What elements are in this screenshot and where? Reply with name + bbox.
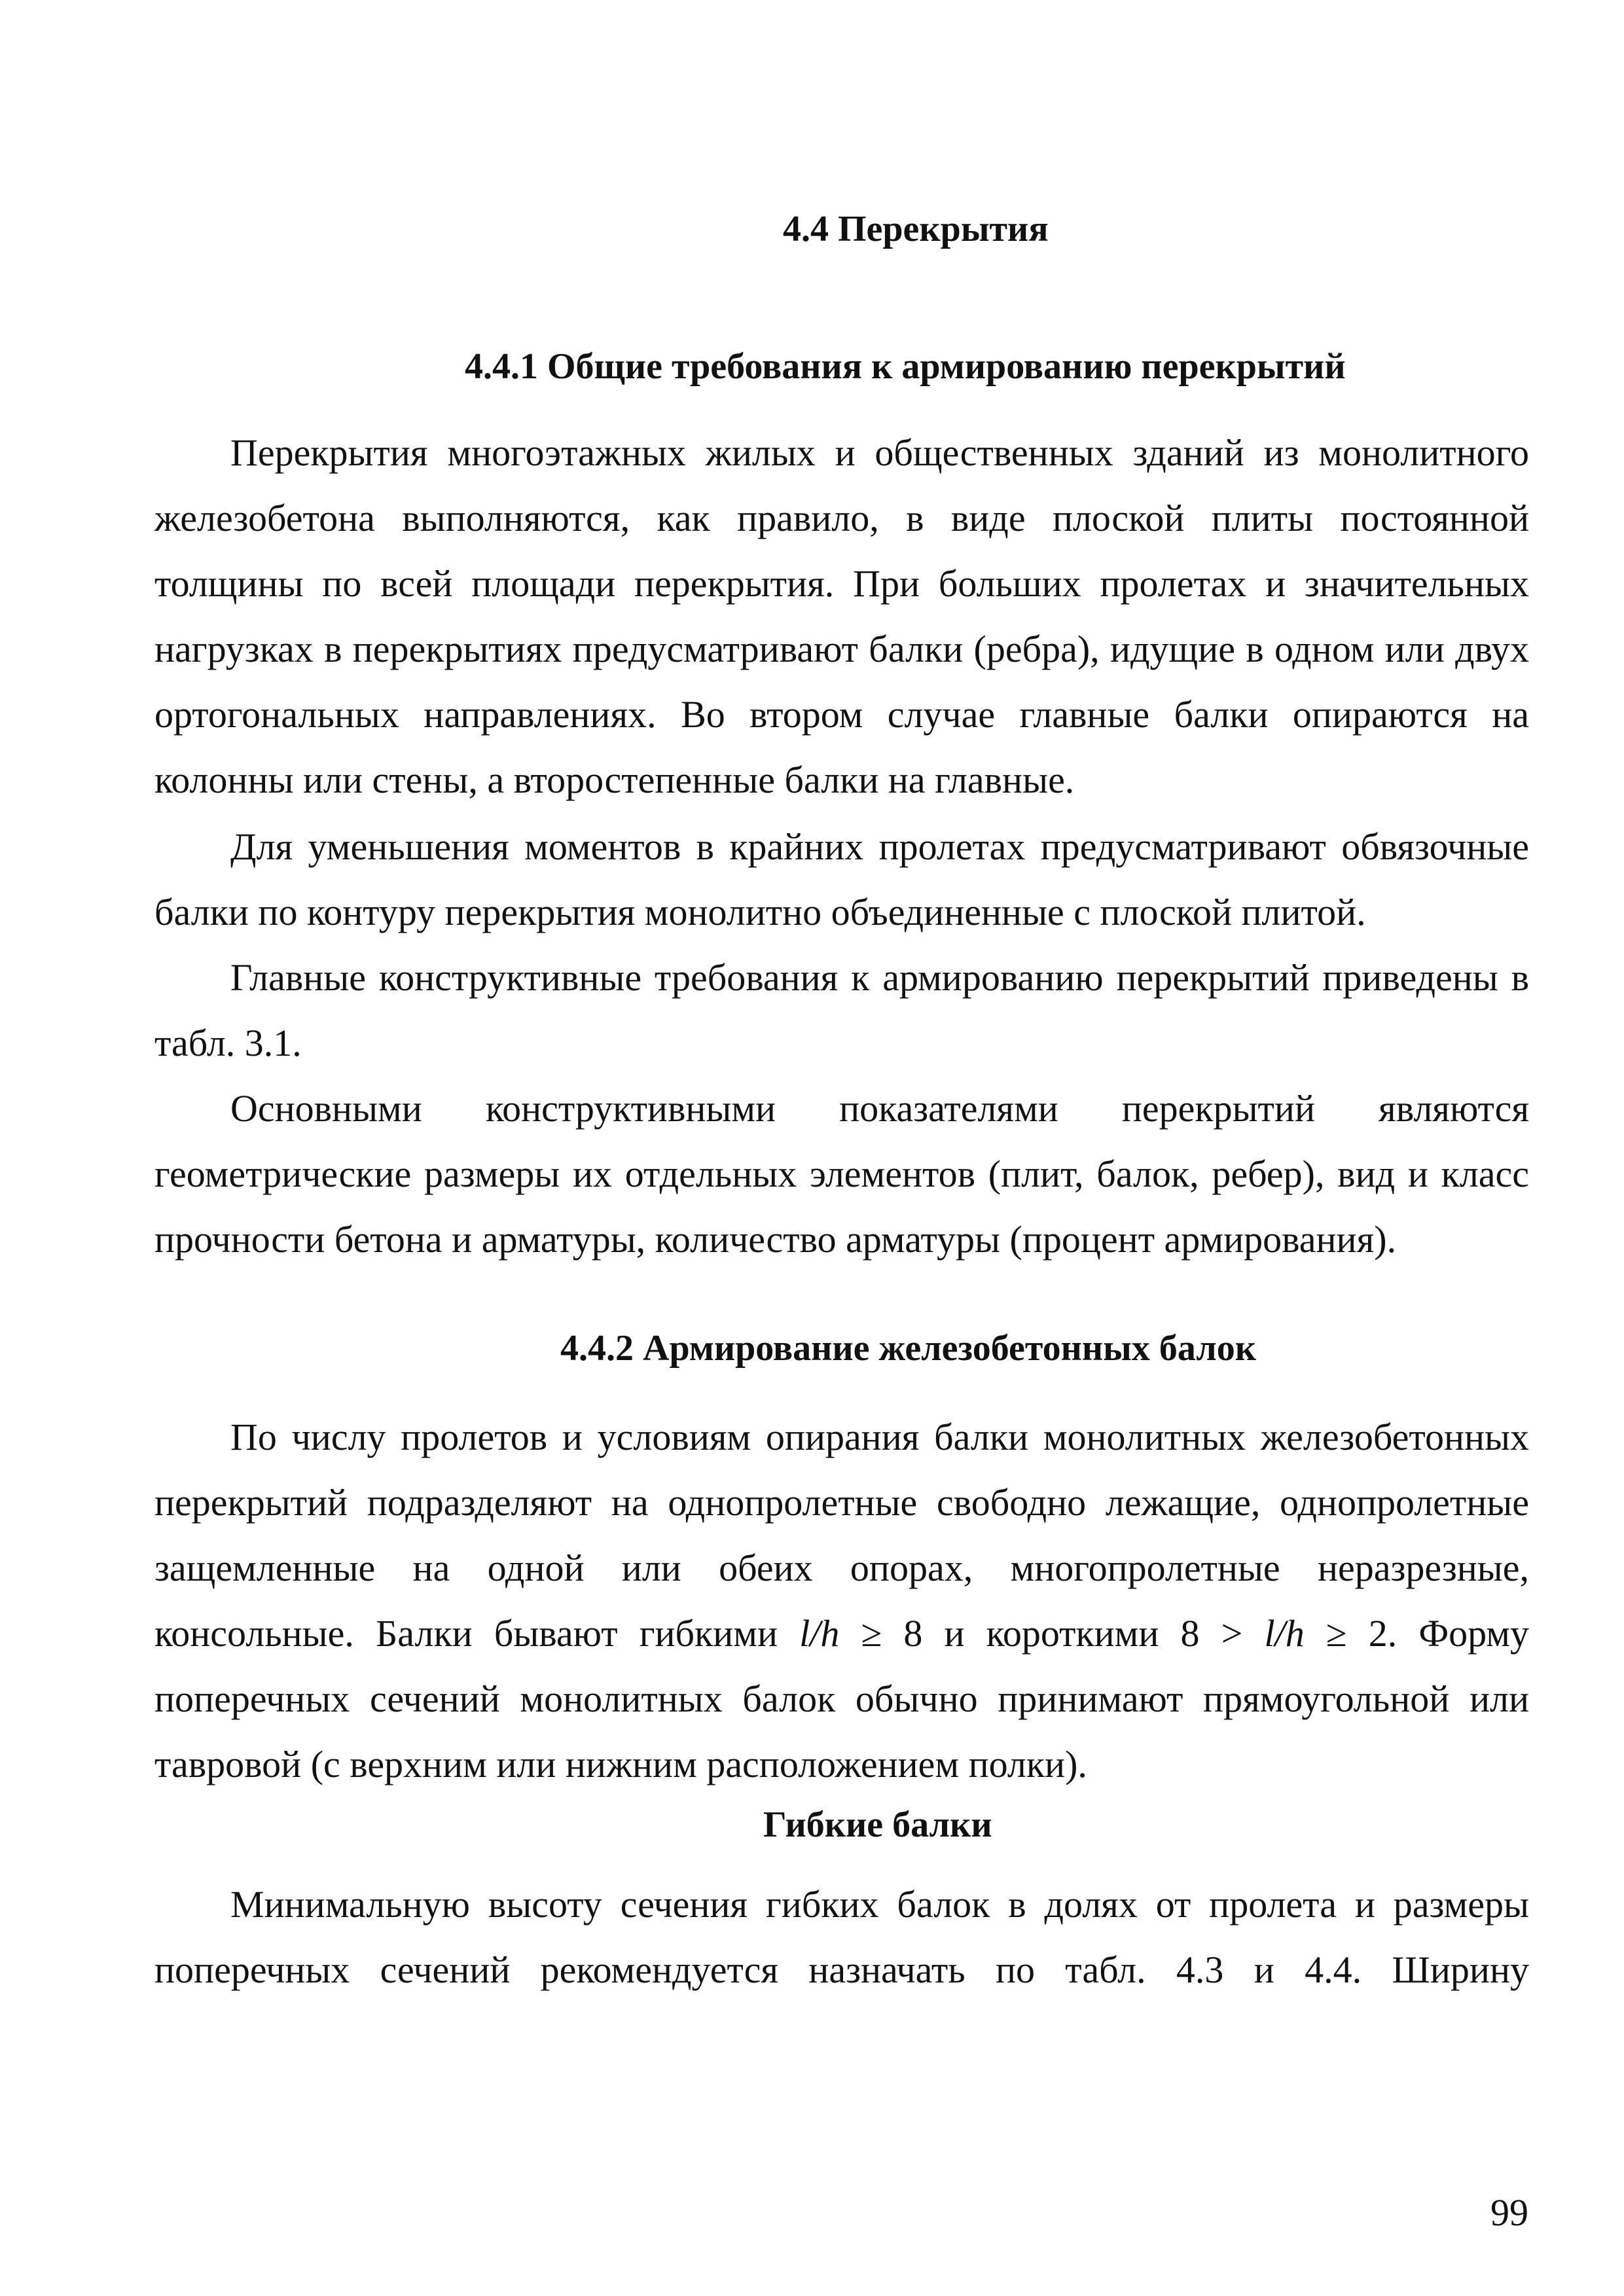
page-number: 99 [1490, 2191, 1528, 2234]
paragraph-text: Главные конструктивные требования к армированию перекрытий приведены в табл. 3.1. [154, 956, 1529, 1064]
ratio-lh: l/h [1264, 1612, 1305, 1655]
paragraph-design-indicators [154, 1076, 1529, 1272]
text-run: ≥ 2. Форму поперечных сечений монолитных балок обычно принимают прямоугольной или тавровой (с верхним или нижним расположением полки). [154, 1612, 1530, 1785]
subsection-title-general-requirements: 4.4.1 Общие требования к армированию перекрытий [465, 346, 1346, 387]
paragraph-text [154, 1405, 1529, 1797]
paragraph-main-requirements [154, 945, 1529, 1076]
paragraph-beam-classification [154, 1405, 1529, 1797]
flexible-beams-title: Гибкие балки [763, 1804, 992, 1845]
paragraph-text: Перекрытия многоэтажных жилых и общественных зданий из монолитного железобетона выполняются, как правило, в виде плоской плиты постоянной толщины по всей площади перекрытия. При больших пролетах и значительных нагрузках в перекрытиях предусматривают балки (ребра), идущие в одном или двух ортогональных направлениях. Во втором случае главные балки опираются на колонны или стены, а второстепенные балки на главные. [154, 431, 1529, 801]
section-title: 4.4 Перекрытия [783, 209, 1049, 249]
text-run: ≥ 8 и короткими 8 > [839, 1612, 1265, 1655]
paragraph-text: Минимальную высоту сечения гибких балок в долях от пролета и размеры поперечных сечений рекомендуется назначать по табл. 4.3 и 4.4. Ширину [154, 1883, 1529, 1991]
text-run: По числу пролетов и условиям опирания балки монолитных железобетонных перекрытий подразделяют на однопролетные свободно лежащие, однопролетные защемленные на одной или обеих опорах, многопролетные неразрезные, консольные. Балки бывают гибкими [154, 1416, 1529, 1655]
paragraph-text: Основными конструктивными показателями перекрытий являются геометрические размеры их отдельных элементов (плит, балок, ребер), вид и класс прочности бетона и арматуры, количество арматуры (процент армирования). [154, 1087, 1529, 1261]
ratio-lh: l/h [799, 1612, 840, 1655]
paragraph-min-height [154, 1872, 1529, 2003]
paragraph-edge-beams [154, 814, 1529, 945]
subsection-title-beam-reinforcement: 4.4.2 Армирование железобетонных балок [560, 1328, 1257, 1369]
paragraph-text: Для уменьшения моментов в крайних пролетах предусматривают обвязочные балки по контуру перекрытия монолитно объединенные с плоской плитой. [154, 825, 1529, 933]
paragraph-floors-description [154, 420, 1529, 813]
